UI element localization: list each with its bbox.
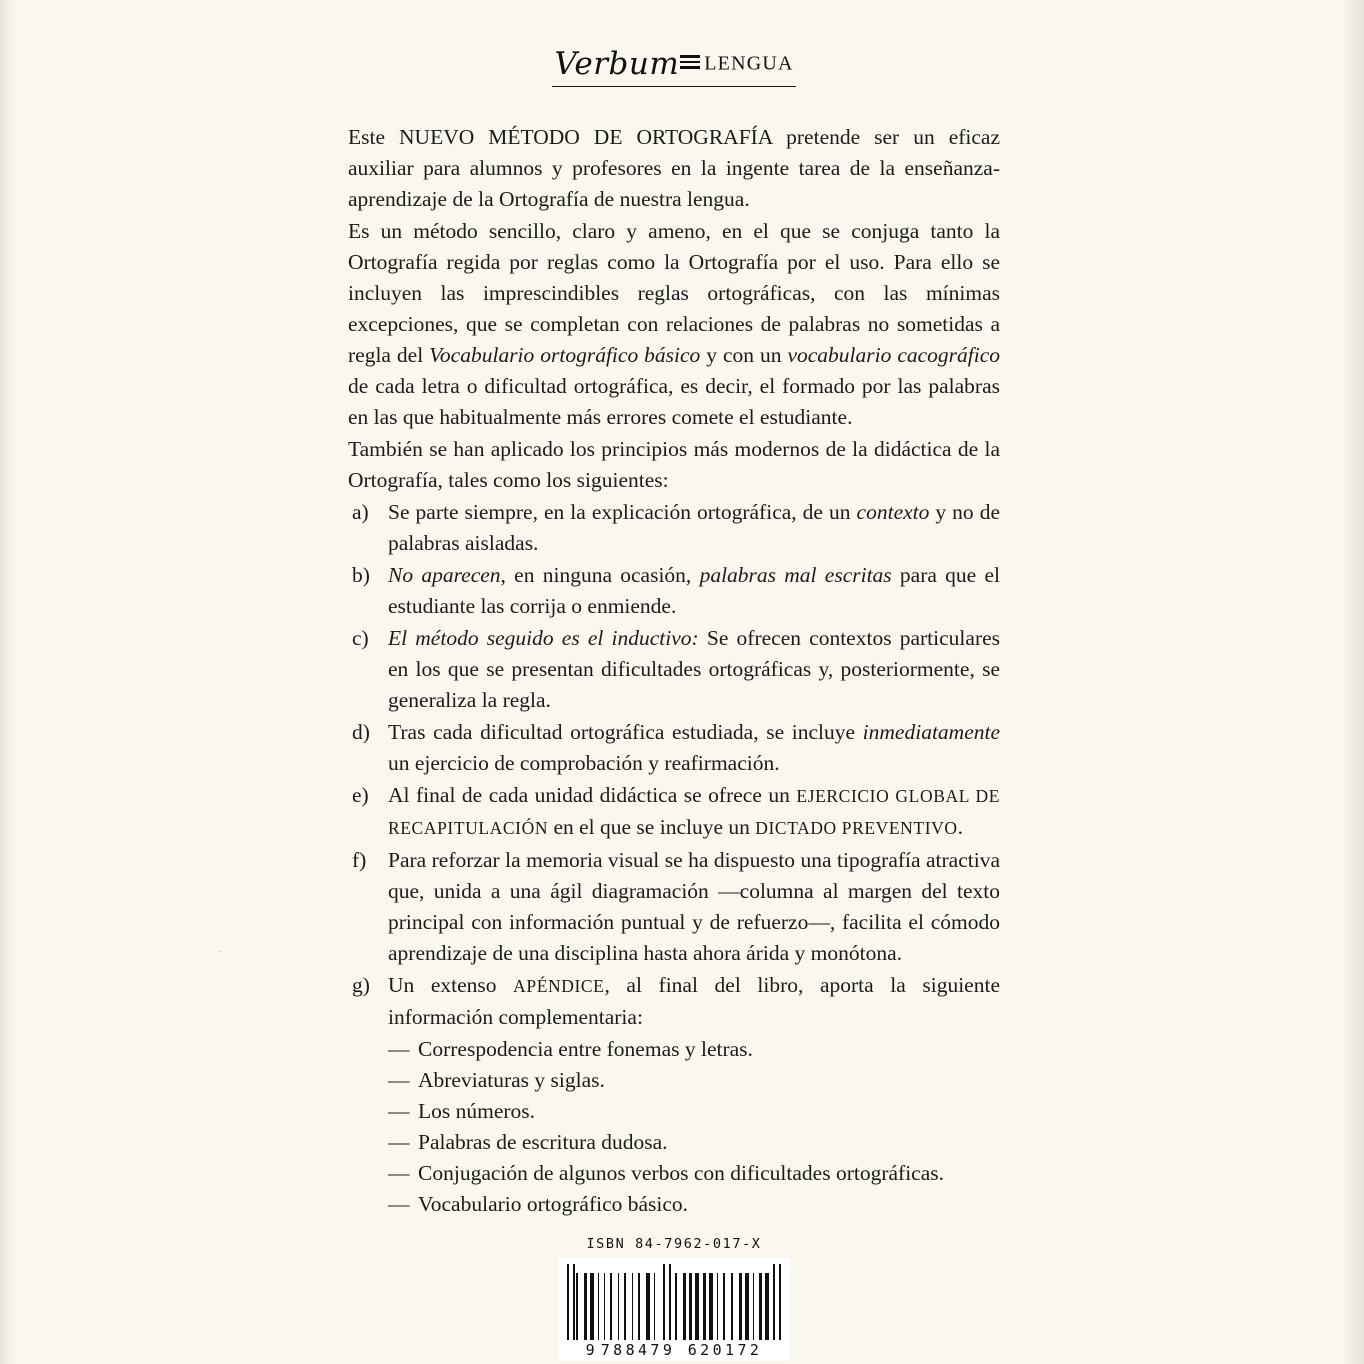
p2-italic-2: vocabulario cacográfico [787, 343, 1001, 367]
p2-italic-1: Vocabulario ortográfico básico [429, 343, 701, 367]
list-item [348, 970, 1000, 1033]
paragraph-3: También se han aplicado los principios más modernos de la didáctica de la Ortografía, tales como los siguientes: [348, 437, 1000, 492]
item-e-smallcaps-1: EJERCICIO GLOBAL DE RECAPITULACIÓN [388, 786, 1000, 838]
publisher-name: Verbum [554, 46, 680, 82]
appendix-sublist [388, 1034, 1000, 1220]
principles-list [348, 497, 1000, 1033]
paragraph-2 [348, 216, 1000, 433]
p1-post: pretende ser un eficaz auxiliar para alumnos y profesores en la ingente tarea de la enseñanza-aprendizaje de la Ortografía de nuestra lengua. [348, 125, 1000, 211]
p2-b: y con un [700, 343, 788, 367]
isbn-block [348, 1236, 1000, 1361]
item-a-pre: Se parte siempre, en la explicación ortográfica, de un [388, 500, 857, 524]
item-e-pre: Al final de cada unidad didáctica se ofrece un [388, 783, 797, 807]
isbn-label: ISBN 84-7962-017-X [586, 1236, 762, 1252]
sublist-text: Vocabulario ortográfico básico. [418, 1192, 689, 1216]
page-edge-right [1342, 0, 1364, 1364]
item-f-text: Para reforzar la memoria visual se ha dispuesto una tipografía atractiva que, unida a una ágil diagramación —columna al margen del texto principal con información puntual y de refuerzo—, facilita el cómodo aprendizaje de una disciplina hasta ahora árida y monótona. [388, 848, 1000, 965]
barcode [559, 1258, 790, 1361]
dash-icon: — [388, 1130, 410, 1154]
barcode-digits [567, 1341, 782, 1359]
item-e-post: . [957, 815, 963, 839]
item-b-italic-2: palabras mal escritas [699, 563, 892, 587]
list-item [388, 1096, 1000, 1127]
list-item [388, 1034, 1000, 1065]
list-item [388, 1127, 1000, 1158]
item-d-italic: inmediatamente [862, 720, 1000, 744]
list-item [348, 497, 1000, 559]
list-item [388, 1189, 1000, 1220]
p2-a: Es un método sencillo, claro y ameno, en el que se conjuga tanto la Ortografía regida por reglas como la Ortografía por el uso. Para ello se incluyen las imprescindibles reglas ortográficas, con las mínimas excepciones, que se completan con relaciones de palabras no sometidas a regla del [348, 219, 1000, 367]
sublist-text: Abreviaturas y siglas. [418, 1068, 605, 1092]
dash-icon: — [388, 1068, 410, 1092]
barcode-bars [567, 1264, 782, 1340]
list-item [348, 780, 1000, 844]
item-a-italic: contexto [856, 500, 930, 524]
list-item [348, 560, 1000, 622]
barcode-lead-digit: 9 [585, 1341, 597, 1359]
item-b-mid: , en ninguna ocasión, [500, 563, 700, 587]
paragraph-1 [348, 122, 1000, 215]
three-bars-icon [680, 52, 700, 72]
sublist-text: Correspodencia entre fonemas y letras. [418, 1037, 753, 1061]
page-edge-left [0, 0, 14, 1364]
item-e-smallcaps-2: DICTADO PREVENTIVO [755, 818, 958, 838]
cover-content [348, 0, 1000, 1361]
list-marker: f) [352, 848, 367, 872]
item-e-mid: en el que se incluye un [548, 815, 756, 839]
list-marker: d) [352, 720, 370, 744]
item-g-pre: Un extenso [388, 973, 514, 997]
list-item [348, 623, 1000, 716]
item-b-post: para que el estudiante las corrija o enmiende. [388, 563, 1000, 618]
list-marker: a) [352, 500, 369, 524]
paper-speck: · [218, 946, 222, 958]
publisher-logo [348, 46, 1000, 102]
book-title: NUEVO MÉTODO DE ORTOGRAFÍA [399, 125, 773, 149]
sublist-text: Conjugación de algunos verbos con dificultades ortográficas. [418, 1161, 945, 1185]
item-g-post: , al final del libro, aporta la siguiente información complementaria: [388, 973, 1000, 1029]
dash-icon: — [388, 1037, 410, 1061]
item-a-post: y no de palabras aisladas. [388, 500, 1001, 555]
item-d-pre: Tras cada dificultad ortográfica estudiada, se incluye [388, 720, 863, 744]
dash-icon: — [388, 1161, 410, 1185]
item-c-post: Se ofrecen contextos particulares en los que se presentan dificultades ortográficas y, posteriormente, se generaliza la regla. [388, 626, 1001, 712]
list-marker: e) [352, 783, 369, 807]
list-item [348, 845, 1000, 969]
list-item [348, 717, 1000, 779]
item-g-smallcaps: APÉNDICE [513, 976, 605, 996]
sublist-text: Palabras de escritura dudosa. [418, 1130, 668, 1154]
list-item [388, 1065, 1000, 1096]
list-item [388, 1158, 1000, 1189]
p2-c: de cada letra o dificultad ortográfica, es decir, el formado por las palabras en las que habitualmente más errores comete el estudiante. [348, 374, 1000, 429]
blurb [348, 122, 1000, 1220]
list-marker: c) [352, 626, 369, 650]
item-d-post: un ejercicio de comprobación y reafirmación. [388, 751, 780, 775]
sublist-text: Los números. [418, 1099, 536, 1123]
dash-icon: — [388, 1192, 410, 1216]
barcode-number: 788479 620172 [600, 1341, 763, 1359]
list-marker: b) [352, 563, 370, 587]
item-b-italic-1: No aparecen [388, 563, 501, 587]
collection-name: LENGUA [704, 52, 794, 75]
item-c-italic: El método seguido es el inductivo: [388, 626, 699, 650]
p1-pre: Este [348, 125, 400, 149]
list-marker: g) [352, 973, 370, 997]
dash-icon: — [388, 1099, 410, 1123]
